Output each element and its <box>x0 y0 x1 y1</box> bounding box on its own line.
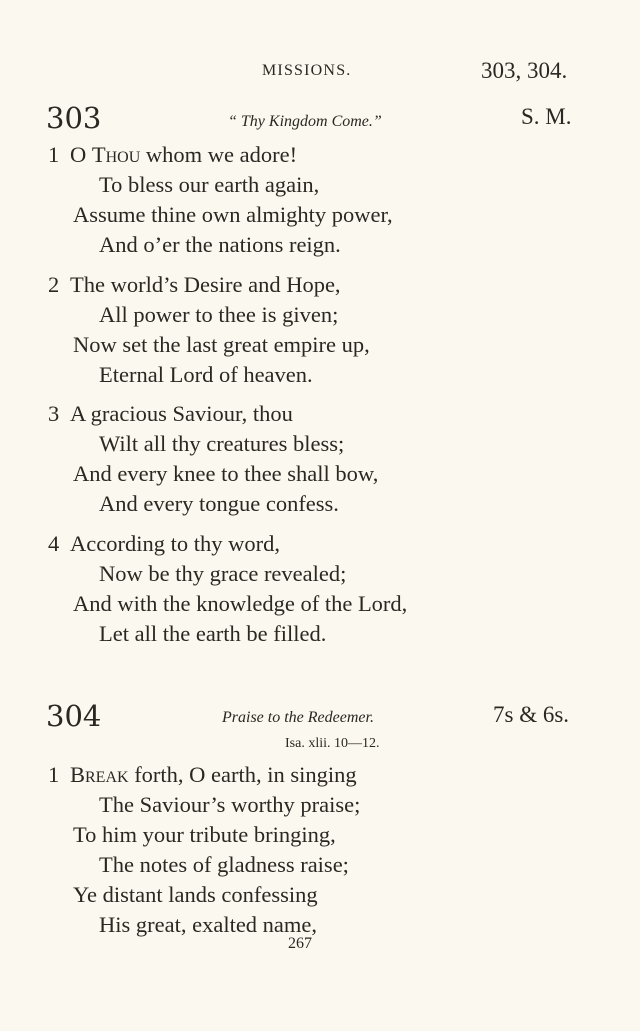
stanza-first-line: The world’s Desire and Hope, <box>70 272 341 297</box>
stanza-number: 4 <box>48 531 60 556</box>
page-number: 267 <box>288 935 312 952</box>
hymn-304-title: Praise to the Redeemer. <box>222 709 374 726</box>
hymn-303-stanza-2-line-1 <box>48 272 341 298</box>
hymn-303-stanza-4-line-2: Now be thy grace revealed; <box>99 561 347 586</box>
stanza-first-line: According to thy word, <box>70 531 280 556</box>
hymn-303-title: “ Thy Kingdom Come.” <box>228 113 382 130</box>
hymn-304-stanza-1-line-1 <box>48 762 357 788</box>
stanza-number: 1 <box>48 142 60 167</box>
hymn-303-stanza-1-line-4: And o’er the nations reign. <box>99 232 341 257</box>
stanza-first-word: Break <box>70 762 129 787</box>
stanza-first-word: Thou <box>91 142 141 167</box>
hymn-303-stanza-3-line-3: And every knee to thee shall bow, <box>73 461 379 486</box>
hymn-303-stanza-2-line-2: All power to thee is given; <box>99 302 339 327</box>
stanza-number: 3 <box>48 401 60 426</box>
hymn-303-stanza-1-line-1 <box>48 142 297 168</box>
hymn-303-number: 303 <box>46 101 102 135</box>
hymn-304-stanza-1-line-4: The notes of gladness raise; <box>99 852 349 877</box>
hymn-304-number: 304 <box>46 699 102 733</box>
stanza-first-line: A gracious Saviour, thou <box>70 401 293 426</box>
hymn-304-stanza-1-line-5: Ye distant lands confessing <box>73 882 318 907</box>
hymn-303-stanza-3-line-1 <box>48 401 293 427</box>
hymn-303-stanza-2-line-3: Now set the last great empire up, <box>73 332 370 357</box>
hymn-304-stanza-1-line-2: The Saviour’s worthy praise; <box>99 792 361 817</box>
hymn-303-stanza-4-line-4: Let all the earth be filled. <box>99 621 327 646</box>
stanza-first-rest: forth, O earth, in singing <box>128 762 357 787</box>
hymn-303-stanza-3-line-4: And every tongue confess. <box>99 491 339 516</box>
hymn-304-stanza-1-line-3: To him your tribute bringing, <box>73 822 336 847</box>
hymn-303-meter: S. M. <box>521 104 572 129</box>
hymn-303-stanza-1-line-2: To bless our earth again, <box>99 172 320 197</box>
hymn-303-stanza-1-line-3: Assume thine own almighty power, <box>73 202 393 227</box>
hymn-303-stanza-4-line-1 <box>48 531 280 557</box>
stanza-lead: O <box>70 142 92 167</box>
hymn-303-stanza-3-line-2: Wilt all thy creatures bless; <box>99 431 345 456</box>
running-head-hymn-numbers: 303, 304. <box>481 58 568 83</box>
hymn-304-stanza-1-line-6: His great, exalted name, <box>99 912 318 937</box>
hymn-303-stanza-2-line-4: Eternal Lord of heaven. <box>99 362 313 387</box>
stanza-number: 2 <box>48 272 60 297</box>
stanza-number: 1 <box>48 762 60 787</box>
hymn-304-scripture: Isa. xlii. 10—12. <box>285 736 380 751</box>
hymn-304-meter: 7s & 6s. <box>493 702 570 727</box>
hymn-303-stanza-4-line-3: And with the knowledge of the Lord, <box>73 591 408 616</box>
running-head-section: MISSIONS. <box>262 62 352 79</box>
stanza-first-rest: whom we adore! <box>140 142 298 167</box>
